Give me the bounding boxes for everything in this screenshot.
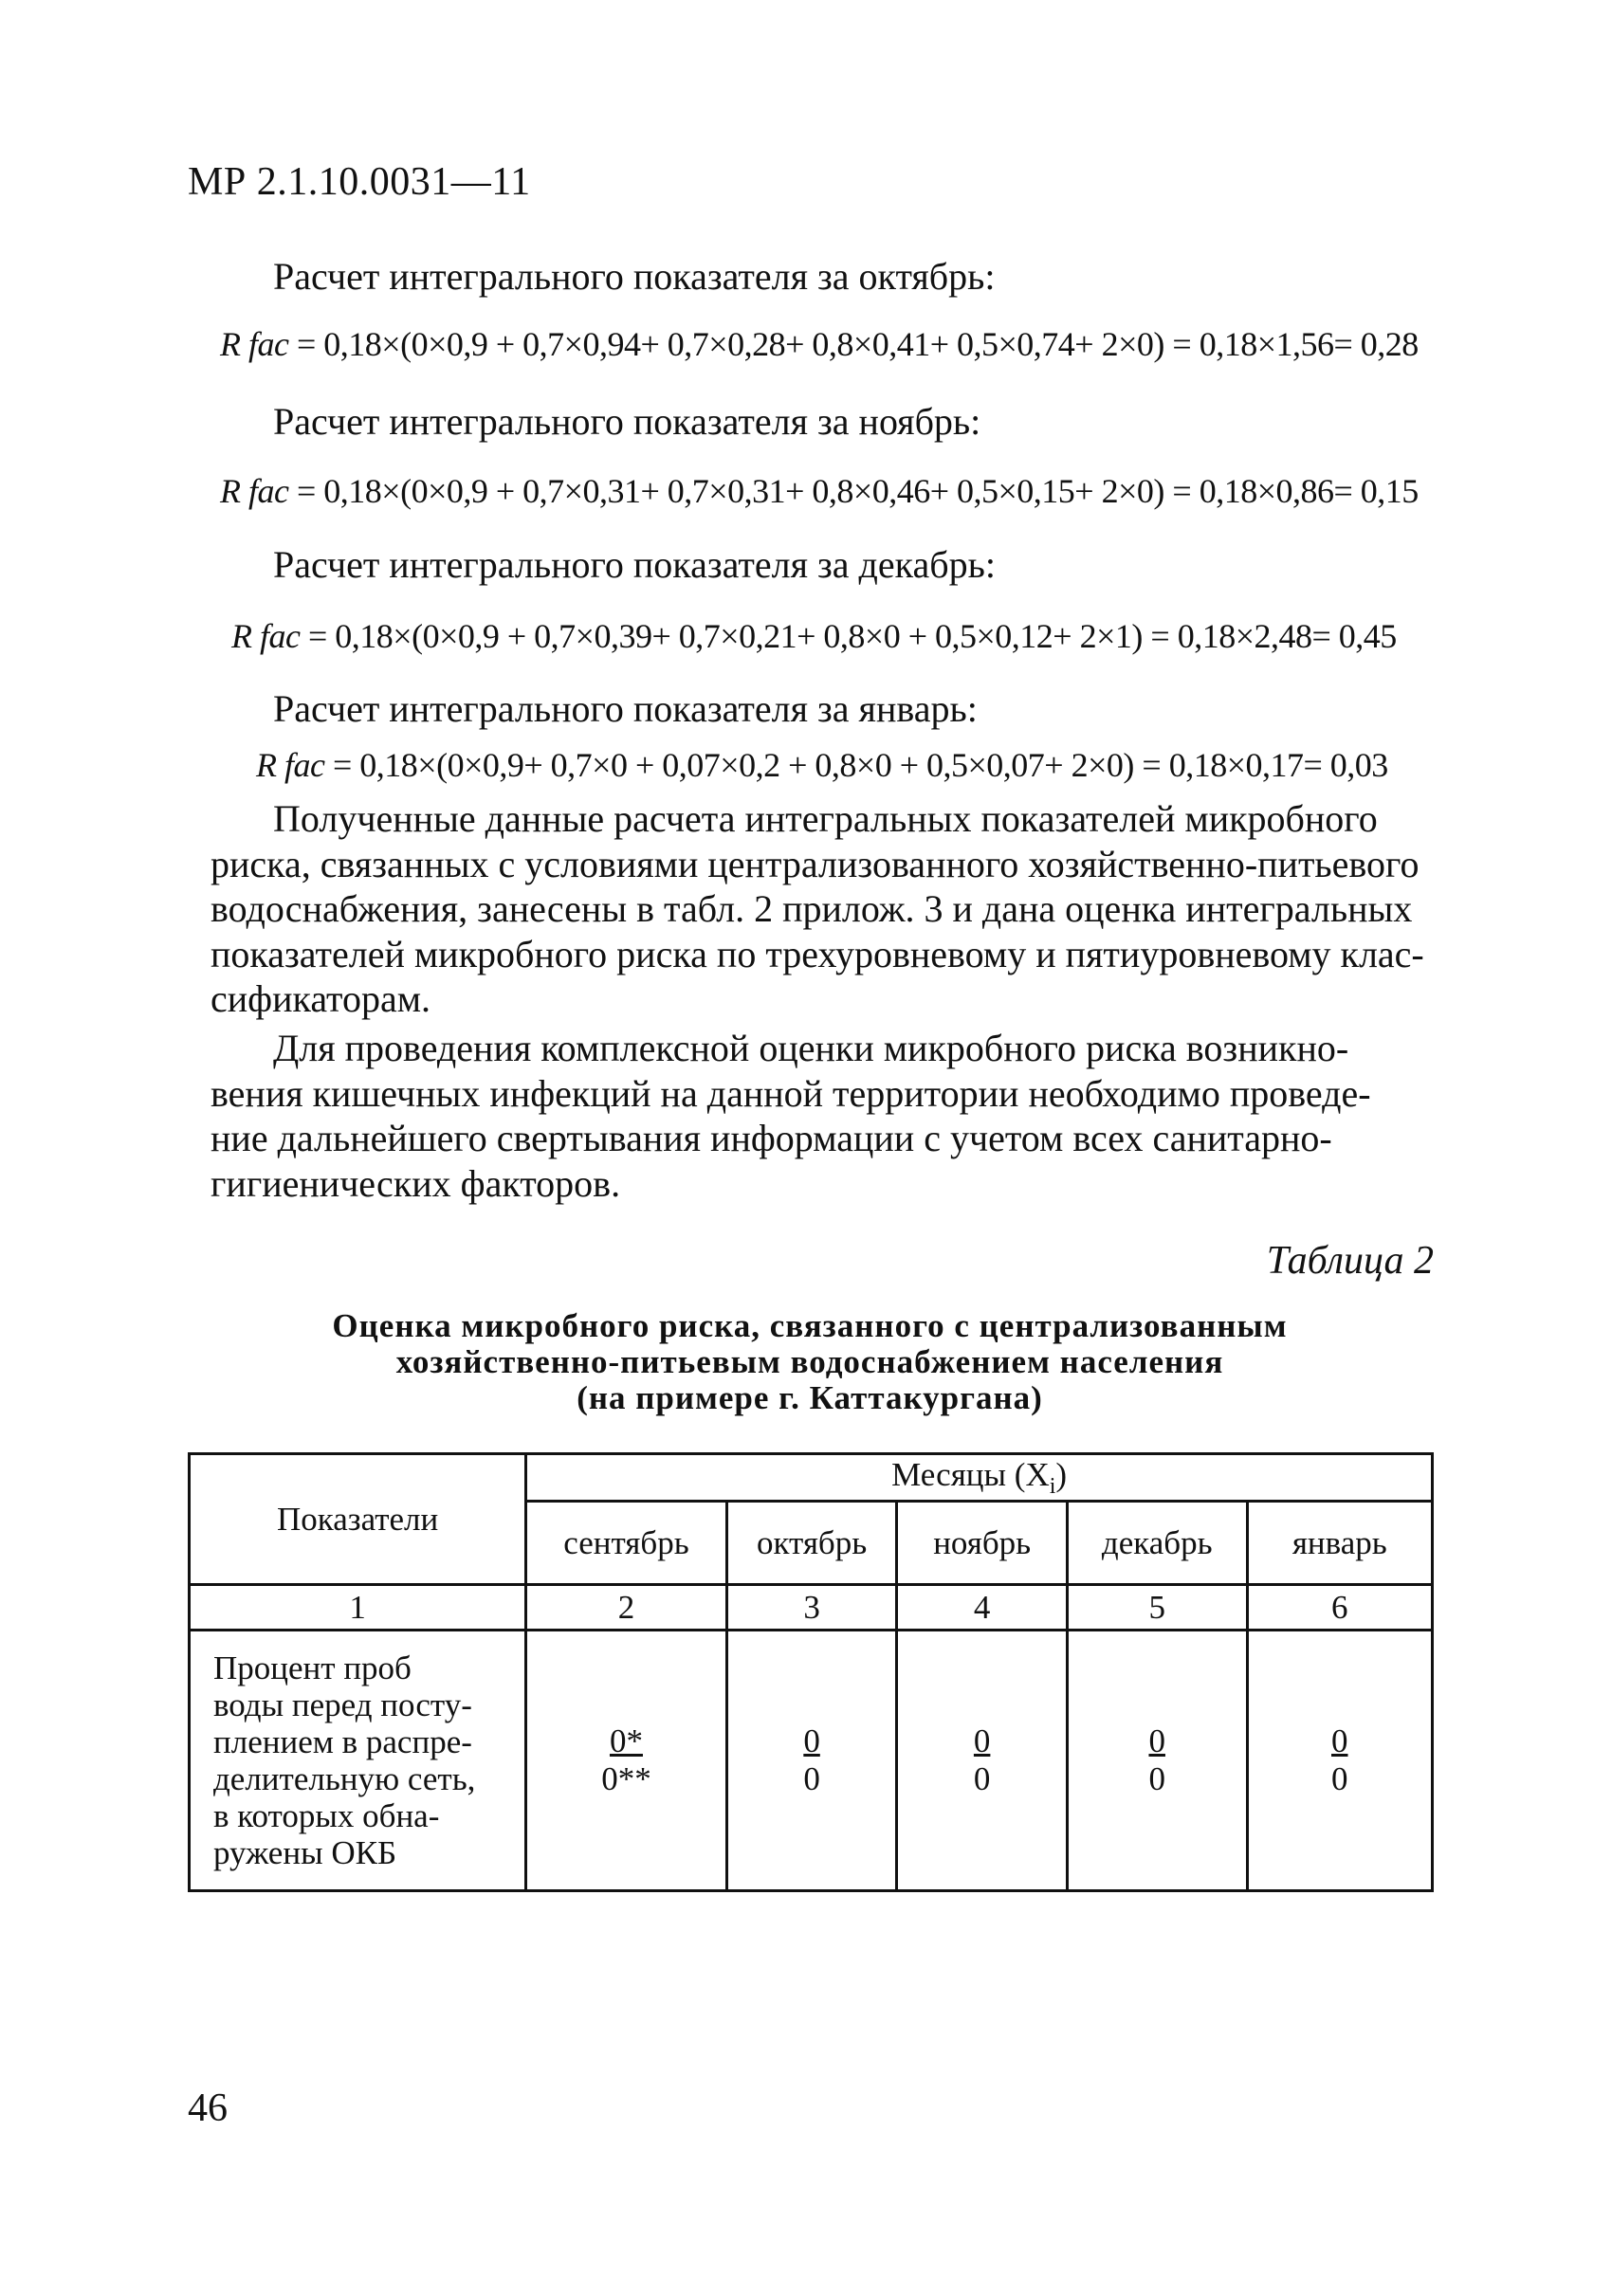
header-months-subscript: i <box>1049 1473 1056 1499</box>
fraction-denominator: 0 <box>973 1760 991 1797</box>
paragraph-line: водоснабжения, занесены в табл. 2 прилож. 3 и дана оценка интегральных <box>211 887 1413 930</box>
calc-heading-december: Расчет интегрального показателя за декабрь: <box>273 543 996 586</box>
month-header: ноябрь <box>897 1502 1068 1585</box>
column-number: 5 <box>1067 1585 1247 1631</box>
fraction-value <box>974 1722 991 1798</box>
table-label: Таблица 2 <box>1266 1239 1434 1283</box>
fraction-numerator: 0 <box>973 1722 991 1759</box>
value-cell <box>726 1631 897 1891</box>
row-label-line: воды перед посту- <box>213 1686 472 1723</box>
fraction-numerator: 0* <box>609 1722 643 1759</box>
header-months <box>526 1454 1433 1502</box>
table-title-line: хозяйственно-питьевым водоснабжением населения <box>395 1343 1224 1380</box>
table-title-line: (на примере г. Каттакургана) <box>577 1379 1043 1416</box>
value-cell <box>1067 1631 1247 1891</box>
page-number: 46 <box>188 2086 228 2130</box>
fraction-value <box>1148 1722 1165 1798</box>
paragraph-line: Полученные данные расчета интегральных показателей микробного <box>273 797 1378 840</box>
column-number: 4 <box>897 1585 1068 1631</box>
calc-heading-january: Расчет интегрального показателя за январь: <box>273 687 978 730</box>
paragraph-line: ние дальнейшего свертывания информации с учетом всех санитарно- <box>211 1117 1332 1159</box>
paragraph-line: гигиенических факторов. <box>211 1161 621 1205</box>
fraction-denominator: 0 <box>803 1760 820 1797</box>
document-code-header: МР 2.1.10.0031—11 <box>188 160 531 204</box>
formula-january <box>256 745 1388 785</box>
paragraph-line: показателей микробного риска по трехуровневому и пятиуровневому клас- <box>211 932 1424 975</box>
formula-variable: R fac <box>231 617 301 655</box>
fraction-numerator: 0 <box>803 1722 820 1759</box>
fraction-denominator: 0** <box>601 1760 651 1797</box>
value-cell <box>897 1631 1068 1891</box>
paragraph-line: сификаторам. <box>211 977 431 1020</box>
header-months-close: ) <box>1055 1455 1068 1493</box>
calc-heading-november: Расчет интегрального показателя за ноябрь: <box>273 400 981 443</box>
formula-october <box>220 324 1419 364</box>
fraction-value <box>601 1722 651 1798</box>
header-months-text: Месяцы (X <box>891 1455 1050 1493</box>
row-label-line: ружены ОКБ <box>213 1834 397 1871</box>
month-header: октябрь <box>726 1502 897 1585</box>
formula-variable: R fac <box>220 325 289 363</box>
table-row <box>190 1631 1433 1891</box>
month-header: сентябрь <box>526 1502 727 1585</box>
formula-expression: = 0,18×(0×0,9 + 0,7×0,31+ 0,7×0,31+ 0,8×0,46+ 0,5×0,15+ 2×0) = 0,18×0,86= 0,15 <box>288 472 1419 510</box>
formula-expression: = 0,18×(0×0,9 + 0,7×0,94+ 0,7×0,28+ 0,8×0,41+ 0,5×0,74+ 2×0) = 0,18×1,56= 0,28 <box>288 325 1419 363</box>
fraction-value <box>1331 1722 1348 1798</box>
fraction-numerator: 0 <box>1148 1722 1165 1759</box>
row-label-line: плением в распре- <box>213 1723 472 1760</box>
header-indicator: Показатели <box>190 1454 526 1585</box>
risk-table <box>188 1452 1434 1892</box>
paragraph-results <box>211 796 1434 1022</box>
paragraph-line: вения кишечных инфекций на данной территории необходимо проведе- <box>211 1071 1371 1115</box>
row-label <box>190 1631 526 1891</box>
formula-november <box>220 471 1419 511</box>
formula-december <box>231 616 1397 656</box>
paragraph-line: риска, связанных с условиями централизованного хозяйственно-питьевого <box>211 842 1420 885</box>
value-cell <box>526 1631 727 1891</box>
month-header: январь <box>1247 1502 1432 1585</box>
row-label-line: в которых обна- <box>213 1797 440 1834</box>
formula-variable: R fac <box>220 472 289 510</box>
column-number: 2 <box>526 1585 727 1631</box>
column-number: 6 <box>1247 1585 1432 1631</box>
fraction-numerator: 0 <box>1331 1722 1348 1759</box>
paragraph-line: Для проведения комплексной оценки микробного риска возникно- <box>273 1027 1349 1069</box>
calc-heading-october: Расчет интегрального показателя за октябрь: <box>273 255 996 298</box>
column-number: 3 <box>726 1585 897 1631</box>
fraction-value <box>803 1722 820 1798</box>
formula-expression: = 0,18×(0×0,9+ 0,7×0 + 0,07×0,2 + 0,8×0 + 0,5×0,07+ 2×0) = 0,18×0,17= 0,03 <box>324 746 1388 784</box>
table-title <box>188 1308 1432 1416</box>
column-number: 1 <box>190 1585 526 1631</box>
table-title-line: Оценка микробного риска, связанного с централизованным <box>332 1307 1288 1344</box>
row-label-line: делительную сеть, <box>213 1760 476 1797</box>
value-cell <box>1247 1631 1432 1891</box>
row-label-line: Процент проб <box>213 1649 412 1686</box>
fraction-denominator: 0 <box>1148 1760 1165 1797</box>
formula-expression: = 0,18×(0×0,9 + 0,7×0,39+ 0,7×0,21+ 0,8×0 + 0,5×0,12+ 2×1) = 0,18×2,48= 0,45 <box>300 617 1397 655</box>
month-header: декабрь <box>1067 1502 1247 1585</box>
paragraph-complex-assessment <box>211 1026 1434 1206</box>
formula-variable: R fac <box>256 746 325 784</box>
fraction-denominator: 0 <box>1331 1760 1348 1797</box>
